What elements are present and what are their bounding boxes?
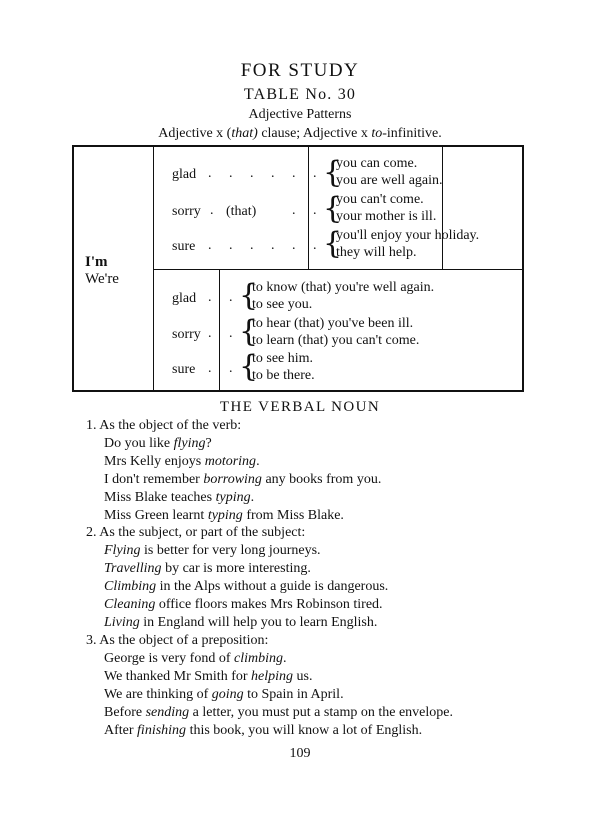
example-line xyxy=(104,490,254,506)
example-line xyxy=(104,615,377,631)
adjective-pattern-table xyxy=(72,145,524,392)
section-heading: 3. As the object of a preposition: xyxy=(86,633,269,648)
example-text: . xyxy=(250,490,255,505)
lower-glad-completion-2: to see you. xyxy=(252,297,313,312)
dot-leader: . xyxy=(210,203,221,218)
example-text: us. xyxy=(293,669,313,684)
dot-leader: . . xyxy=(208,326,240,341)
example-text: this book, you will know a lot of English. xyxy=(186,723,423,738)
verbal-noun-word: sending xyxy=(145,705,190,720)
example-text: Before xyxy=(104,705,146,720)
example-line xyxy=(104,472,381,488)
dot-leader: . . . . . . xyxy=(208,238,324,253)
section-heading: 2. As the subject, or part of the subject: xyxy=(86,525,306,540)
dot-leader: . . xyxy=(292,203,324,218)
dot-leader: . . xyxy=(208,290,240,305)
upper-glad-completion-1: you can come. xyxy=(336,156,418,171)
brace-symbol: { xyxy=(323,226,343,261)
example-text: . xyxy=(256,454,260,469)
lower-sure-completion-1: to see him. xyxy=(252,351,314,366)
example-text: George is very fond of xyxy=(104,651,234,666)
verbal-noun-word: climbing xyxy=(234,651,283,666)
example-text: I don't remember xyxy=(104,472,204,487)
pattern-that: that) xyxy=(231,126,258,141)
example-text: Miss Blake teaches xyxy=(104,490,216,505)
pattern-to: to xyxy=(371,126,383,141)
pattern-text-c: -infinitive. xyxy=(382,126,442,141)
verbal-noun-word: flying xyxy=(173,436,206,451)
subject-were: We're xyxy=(85,271,119,287)
verbal-noun-word: typing xyxy=(207,508,243,523)
upper-adj-sorry: sorry xyxy=(172,204,201,219)
table-divider-upper-right xyxy=(442,147,443,269)
verbal-noun-word: motoring xyxy=(204,454,257,469)
verbal-noun-word: helping xyxy=(251,669,294,684)
table-divider-middle xyxy=(153,269,522,270)
section-title-verbal-noun: THE VERBAL NOUN xyxy=(219,399,381,415)
lower-adj-sure: sure xyxy=(172,362,196,377)
example-text: is better for very long journeys. xyxy=(140,543,321,558)
lower-glad-completion-1: to know (that) you're well again. xyxy=(252,280,435,295)
lower-adj-glad: glad xyxy=(172,291,197,306)
pattern-text-b: clause; Adjective x xyxy=(257,126,372,141)
example-text: to Spain in April. xyxy=(243,687,344,702)
upper-sure-completion-2: they will help. xyxy=(336,245,417,260)
example-text: a letter, you must put a stamp on the envelope. xyxy=(189,705,453,720)
brace-symbol: { xyxy=(239,278,259,313)
example-line xyxy=(104,579,388,595)
that-marker: (that) xyxy=(226,204,257,219)
verbal-noun-word: Climbing xyxy=(104,579,157,594)
verbal-noun-word: Flying xyxy=(104,543,141,558)
lower-sorry-completion-2: to learn (that) you can't come. xyxy=(252,333,420,348)
example-text: by car is more interesting. xyxy=(161,561,311,576)
verbal-noun-word: Cleaning xyxy=(104,597,156,612)
example-text: We are thinking of xyxy=(104,687,212,702)
section-heading: 1. As the object of the verb: xyxy=(86,418,242,433)
pattern-description xyxy=(0,126,600,142)
brace-symbol: { xyxy=(239,349,259,384)
lower-adj-sorry: sorry xyxy=(172,327,201,342)
verbal-noun-word: going xyxy=(211,687,244,702)
verbal-noun-word: borrowing xyxy=(203,472,262,487)
example-text: Do you like xyxy=(104,436,174,451)
brace-symbol: { xyxy=(239,314,259,349)
pattern-text-a: Adjective x ( xyxy=(158,126,232,141)
example-text: . xyxy=(283,651,287,666)
example-line xyxy=(104,561,311,577)
verbal-noun-word: Travelling xyxy=(104,561,162,576)
example-line xyxy=(104,508,344,524)
example-line xyxy=(104,543,321,559)
page-number: 109 xyxy=(289,746,311,761)
example-line xyxy=(104,651,287,667)
dot-leader: . . . . . . xyxy=(208,166,324,181)
example-text: Miss Green learnt xyxy=(104,508,208,523)
lower-sure-completion-2: to be there. xyxy=(252,368,315,383)
upper-adj-glad: glad xyxy=(172,167,197,182)
upper-sure-completion-1: you'll enjoy your holiday. xyxy=(336,228,480,243)
example-line xyxy=(104,597,383,613)
brace-symbol: { xyxy=(323,155,343,190)
verbal-noun-word: finishing xyxy=(137,723,187,738)
dot-leader: . . xyxy=(208,361,240,376)
example-line xyxy=(104,669,312,685)
example-line xyxy=(104,687,344,703)
example-text: in the Alps without a guide is dangerous. xyxy=(156,579,389,594)
upper-glad-completion-2: you are well again. xyxy=(336,173,443,188)
example-line xyxy=(104,454,260,470)
upper-sorry-completion-1: you can't come. xyxy=(336,192,424,207)
subject-im: I'm xyxy=(85,254,108,270)
example-text: We thanked Mr Smith for xyxy=(104,669,252,684)
example-line xyxy=(104,705,453,721)
page-title: FOR STUDY xyxy=(240,60,360,81)
example-text: ? xyxy=(205,436,212,451)
brace-symbol: { xyxy=(323,191,343,226)
upper-sorry-completion-2: your mother is ill. xyxy=(336,209,437,224)
example-text: from Miss Blake. xyxy=(242,508,344,523)
table-subtitle: Adjective Patterns xyxy=(248,107,352,122)
example-line xyxy=(104,436,212,452)
table-number: TABLE No. 30 xyxy=(243,86,357,103)
example-line xyxy=(104,723,422,739)
example-text: office floors makes Mrs Robinson tired. xyxy=(155,597,383,612)
example-text: in England will help you to learn English. xyxy=(139,615,378,630)
verbal-noun-word: typing xyxy=(215,490,251,505)
example-text: After xyxy=(104,723,138,738)
upper-adj-sure: sure xyxy=(172,239,196,254)
lower-sorry-completion-1: to hear (that) you've been ill. xyxy=(252,316,414,331)
example-text: any books from you. xyxy=(261,472,382,487)
example-text: Mrs Kelly enjoys xyxy=(104,454,205,469)
verbal-noun-word: Living xyxy=(104,615,140,630)
